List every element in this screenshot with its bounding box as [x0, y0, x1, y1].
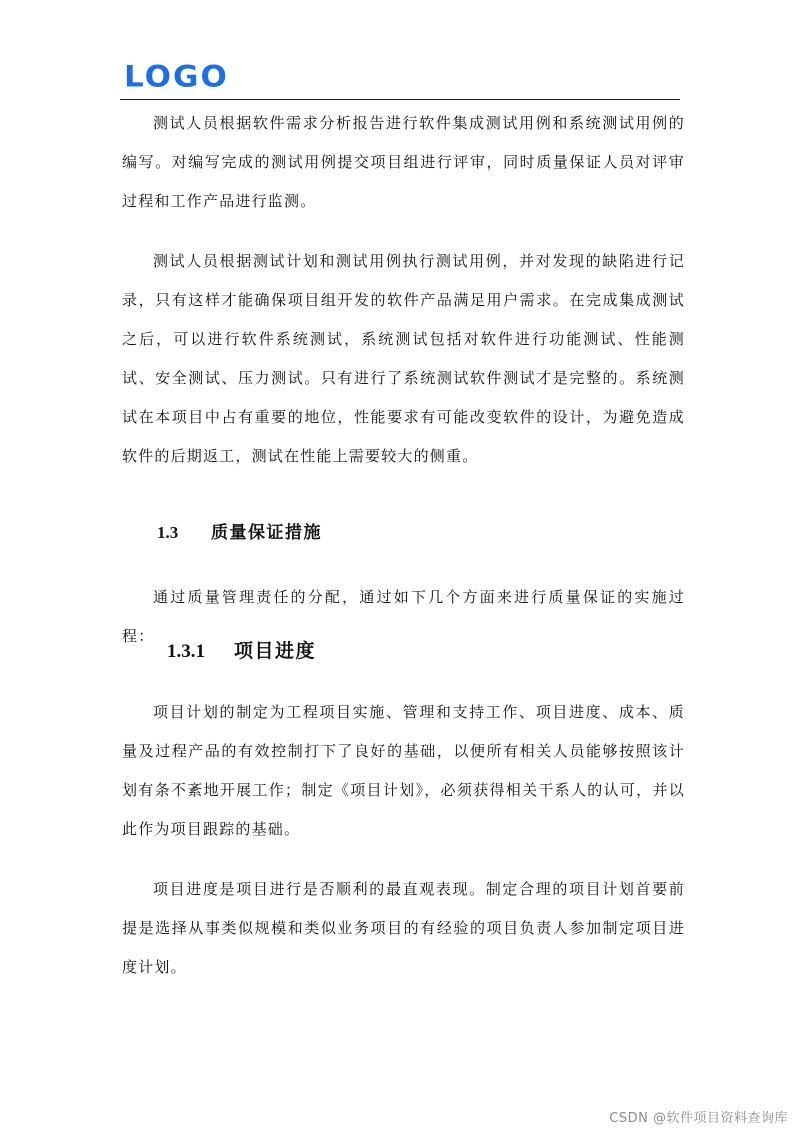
paragraph-project-schedule: 项目进度是项目进行是否顺利的最直观表现。制定合理的项目计划首要前提是选择从事类似规模和类似业务项目的有经验的项目负责人参加制定项目进度计划。 — [122, 880, 685, 976]
header-divider — [120, 99, 680, 100]
paragraph-quality-measures: 通过质量管理责任的分配，通过如下几个方面来进行质量保证的实施过程： — [122, 588, 685, 645]
section-heading-1-3 — [157, 524, 322, 542]
logo: LOGO — [124, 59, 229, 95]
subsection-title: 项目进度 — [234, 640, 317, 662]
paragraph-testing-cases: 测试人员根据软件需求分析报告进行软件集成测试用例和系统测试用例的编写。对编写完成的测试用例提交项目组进行评审，同时质量保证人员对评审过程和工作产品进行监测。 — [122, 114, 685, 210]
paragraph-project-plan: 项目计划的制定为工程项目实施、管理和支持工作、项目进度、成本、质量及过程产品的有效控制打下了良好的基础，以便所有相关人员能够按照该计划有条不紊地开展工作；制定《项目计划》，必须获得相关干系人的认可，并以此作为项目跟踪的基础。 — [122, 703, 685, 838]
section-title: 质量保证措施 — [211, 523, 322, 543]
section-number: 1.3 — [157, 523, 179, 542]
paragraph-test-execution: 测试人员根据测试计划和测试用例执行测试用例，并对发现的缺陷进行记录，只有这样才能确保项目组开发的软件产品满足用户需求。在完成集成测试之后，可以进行软件系统测试，系统测试包括对软件进行功能测试、性能测试、安全测试、压力测试。只有进行了系统测试软件测试才是完整的。系统测试在本项目中占有重要的地位，性能要求有可能改变软件的设计，为避免造成软件的后期返工，测试在性能上需要较大的侧重。 — [122, 252, 685, 465]
subsection-number: 1.3.1 — [167, 641, 205, 662]
section-heading-1-3-1 — [167, 642, 316, 661]
watermark: CSDN @软件项目资料查询库 — [609, 1111, 788, 1126]
